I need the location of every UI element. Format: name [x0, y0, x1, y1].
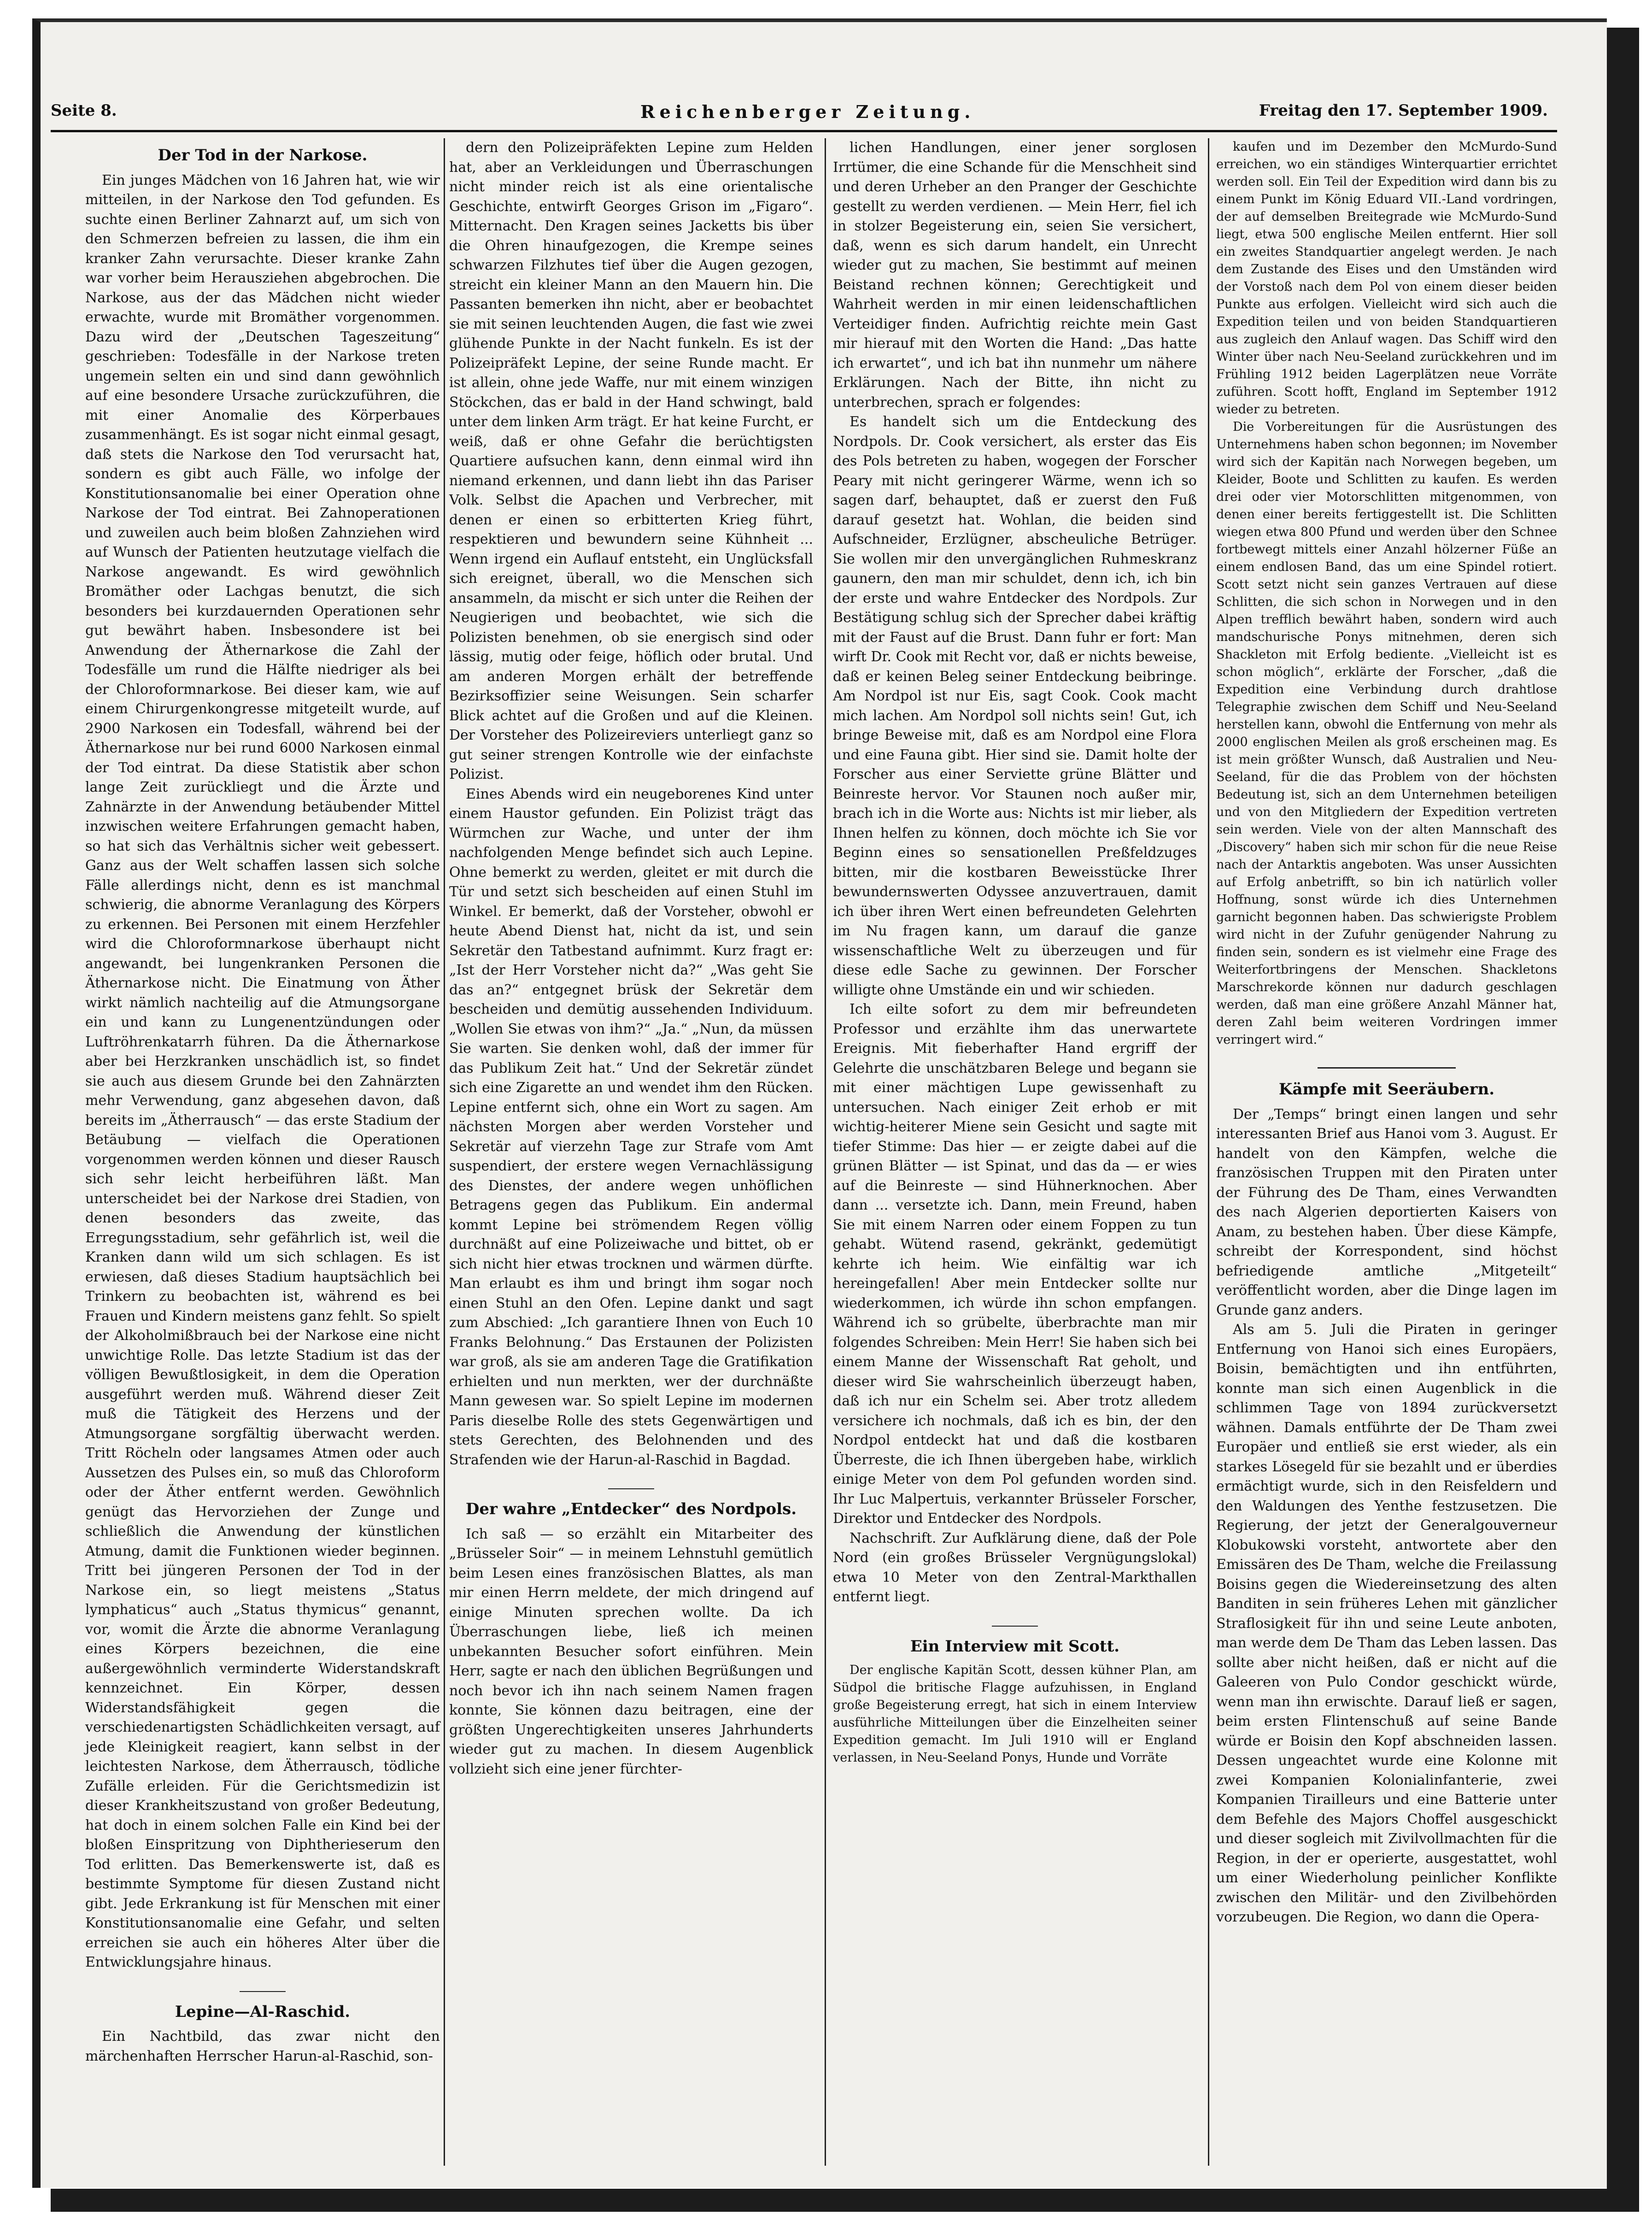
article-separator: [608, 1488, 654, 1489]
article-separator: [992, 1626, 1038, 1627]
article-paragraph: Nachschrift. Zur Aufklärung diene, daß der Pole Nord (ein großes Brüsseler Vergnügungslokal) etwa 10 Meter von den Zentral-Markthallen entfernt liegt.: [833, 1530, 1197, 1605]
scan-shadow-bottom: [51, 2189, 1639, 2212]
article-paragraph: Ich saß — so erzählt ein Mitarbeiter des „Brüsseler Soir“ — in meinem Lehnstuhl gemütlich beim Lesen eines französischen Blattes, als man mir einen Herrn meldete, der mich dringend auf einige Minuten sprechen wollte. Da ich Überraschungen liebe, ließ ich meinen unbekannten Besucher sofort einführen. Mein Herr, sagte er nach den üblichen Begrüßungen und noch bevor ich ihn nach seinem Namen fragen konnte, Sie können dazu beitragen, eine der größten Ungerechtigkeiten unseres Jahrhunderts wieder gut zu machen. In diesem Augenblick vollzieht sich eine jener fürchter-: [449, 1526, 813, 1777]
column-1: [85, 138, 440, 2066]
header-rule: [51, 130, 1557, 132]
article-paragraph: Die Vorbereitungen für die Ausrüstungen des Unternehmens haben schon begonnen; im November wird sich der Kapitän nach Norwegen begeben, um Kleider, Boote und Schlitten zu kaufen. Es werden drei oder vier Motorschlitten mitgenommen, von denen einer bereits fertiggestellt ist. Die Schlitten wiegen etwa 800 Pfund und werden über den Schnee fortbewegt mittels einer Anzahl hölzerner Füße an einem endlosen Band, das um eine Spindel rotiert. Scott setzt nicht sein ganzes Vertrauen auf diese Schlitten, die sich schon in Norwegen und in den Alpen trefflich bewährt haben, sondern wird auch mandschurische Ponys mitnehmen, deren sich Shackleton mit Erfolg bediente. „Vielleicht ist es schon möglich“, erklärte der Forscher, „daß die Expedition eine Verbindung durch drahtlose Telegraphie zwischen dem Schiff und Neu-Seeland herstellen kann, obwohl die Entfernung von mehr als 2000 englischen Meilen als groß erscheinen mag. Es ist mein größter Wunsch, daß Australien und Neu-Seeland, für die das Problem von der höchsten Bedeutung ist, sich an dem Unternehmen beteiligen und von den Mitgliedern der Expedition vertreten sein werden. Viele von der alten Mannschaft des „Discovery“ haben sich mir schon für die neue Reise nach der Antarktis angeboten. Was unser Aussichten auf Erfolg anbetrifft, so bin ich natürlich voller Hoffnung, sonst würde ich dies Unternehmen garnicht begonnen haben. Das schwierigste Problem wird nicht in der Zufuhr genügender Nahrung zu finden sein, sondern es ist vielmehr eine Frage des Weiterfortbringens der Menschen. Shackletons Marschrekorde können nur dadurch geschlagen werden, daß man eine größere Anzahl Männer hat, deren Zahl beim weiteren Vordringen immer verringert wird.“: [1216, 420, 1557, 1047]
article-title: Ein Interview mit Scott.: [910, 1637, 1120, 1656]
page-number: Seite 8.: [51, 101, 117, 120]
article-paragraph: Als am 5. Juli die Piraten in geringer Entfernung von Hanoi sich eines Europäers, Boisin, bemächtigten und ihn entführten, konnte man sich einen Augenblick in die schlimmen Tage von 1894 zurückversetzt wähnen. Damals entführte der De Tham zwei Europäer und entließ sie erst wieder, als ein starkes Lösegeld für sie bezahlt und er überdies ermächtigt wurde, sich in den Reisfeldern und den Waldungen des Yenthe festzusetzen. Die Regierung, der jetzt der Generalgouverneur Klobukowski vorsteht, antwortete aber den Emissären des De Tham, welche die Freilassung Boisins gegen die Wiedereinsetzung des alten Banditen in sein früheres Lehen mit gänzlicher Straflosigkeit für ihn und seine Leute anboten, man werde dem De Tham das Leben lassen. Das sollte aber nicht heißen, daß er nicht auf die Galeeren von Pulo Condor geschickt würde, wenn man ihn erwischte. Darauf ließ er sagen, beim ersten Flintenschuß auf seine Bande würde er Boisin den Kopf abschneiden lassen. Dessen ungeachtet wurde eine Kolonne mit zwei Kompanien Kolonialinfanterie, zwei Kompanien Tirailleurs und eine Batterie unter dem Befehle des Majors Choffel ausgeschickt und dieser sogleich mit Zivilvollmachten für die Region, in der er operierte, ausgestattet, wohl um einer Wiederholung peinlicher Konflikte zwischen den Militär- und den Zivilbehörden vorzubeugen. Die Region, wo dann die Opera-: [1216, 1322, 1557, 1925]
masthead: Reichenberger Zeitung.: [640, 101, 975, 122]
scan-shadow-right: [1607, 28, 1639, 2203]
article-paragraph: Ein Nachtbild, das zwar nicht den märchenhaften Herrscher Harun-al-Raschid, son-: [85, 2028, 440, 2064]
article-paragraph: Der englische Kapitän Scott, dessen kühner Plan, am Südpol die britische Flagge aufzuhissen, in England große Begeisterung erregt, hat sich in einem Interview ausführliche Mitteilungen über die Einzelheiten seiner Expedition gemacht. Im Juli 1910 will er England verlassen, in Neu-Seeland Ponys, Hunde und Vorräte: [833, 1663, 1197, 1765]
article-title: Kämpfe mit Seeräubern.: [1278, 1080, 1495, 1099]
column-3: [833, 138, 1197, 1767]
issue-date: Freitag den 17. September 1909.: [1259, 101, 1548, 120]
article-title: Der Tod in der Narkose.: [158, 146, 368, 165]
article-separator: [240, 1991, 286, 1992]
article-lead: [833, 1662, 1197, 1767]
article-paragraph: Ein junges Mädchen von 16 Jahren hat, wie wir mitteilen, in der Narkose den Tod gefunden. Es suchte einen Berliner Zahnarzt auf, um sich von den Schmerzen befreien zu lassen, die ihm ein kranker Zahn verursachte. Dieser kranke Zahn war vorher beim Herausziehen abgebrochen. Die Narkose, aus der das Mädchen nicht wieder erwachte, wurde mit Bromäther vorgenommen. Dazu wird der „Deutschen Tageszeitung“ geschrieben: Todesfälle in der Narkose treten ungemein selten ein und sind dann gewöhnlich auf eine besondere Ursache zurückzuführen, die mit einer Anomalie des Körperbaues zusammenhängt. Es ist sogar nicht einmal gesagt, daß stets die Narkose den Tod verursacht hat, sondern es gibt auch Fälle, wo infolge der Konstitutionsanomalie bei einer Operation ohne Narkose der Tod eintrat. Bei Zahnoperationen und zuweilen auch beim bloßen Zahnziehen wird auf Wunsch der Patienten heutzutage vielfach die Narkose angewandt. Es wird gewöhnlich Bromäther oder Lachgas benutzt, die sich besonders bei kurzdauernden Operationen sehr gut bewährt haben. Insbesondere ist bei Anwendung der Äthernarkose die Zahl der Todesfälle um rund die Hälfte niedriger als bei der Chloroformnarkose. Bei dieser kam, wie auf einem Chirurgenkongresse mitgeteilt wurde, auf 2900 Narkosen ein Todesfall, während bei der Äthernarkose nur bei rund 6000 Narkosen einmal der Tod eintrat. Da diese Statistik aber schon lange Zeit zurückliegt und die Ärzte und Zahnärzte in der Anwendung betäubender Mittel inzwischen weitere Erfahrungen gemacht haben, so hat sich das Verhältnis sicher weit gebessert. Ganz aus der Welt schaffen lassen sich solche Fälle allerdings nicht, denn es ist manchmal schwierig, die abnorme Veranlagung des Körpers zu erkennen. Bei Personen mit einem Herzfehler wird die Chloroformnarkose überhaupt nicht angewandt, bei lungenkranken Personen die Äthernarkose nicht. Die Einatmung von Äther wirkt nämlich nachteilig auf die Atmungsorgane ein und kann zu Lungenentzündungen oder Luftröhrenkatarrh führen. Da die Äthernarkose aber bei Herzkranken unschädlich ist, so findet sie auch aus diesem Grunde bei den Zahnärzten mehr Verwendung, ganz abgesehen davon, daß bereits im „Ätherrausch“ — das erste Stadium der Betäubung — vielfach die Operationen vorgenommen werden können und dieser Rausch sich sehr leicht herbeiführen läßt. Man unterscheidet bei der Narkose drei Stadien, von denen besonders das zweite, das Erregungsstadium, sehr gefährlich ist, weil die Kranken dann wild um sich schlagen. Es ist erwiesen, daß dieses Stadium hauptsächlich bei Trinkern zu beobachten ist, während es bei Frauen und Kindern meistens ganz fehlt. So spielt der Alkoholmißbrauch bei der Narkose eine nicht unwichtige Rolle. Das letzte Stadium ist das der völligen Bewußtlosigkeit, in dem die Operation ausgeführt werden muß. Während dieser Zeit muß die Tätigkeit des Herzens und der Atmungsorgane sorgfältig überwacht werden. Tritt Röcheln oder langsames Atmen oder auch Aussetzen des Pulses ein, so muß das Chloroform oder der Äther entfernt werden. Gewöhnlich genügt das Hervorziehen der Zunge und schließlich die Anwendung der künstlichen Atmung, damit die Funktionen wieder beginnen. Tritt bei jüngeren Personen der Tod in der Narkose ein, so liegt meistens „Status lymphaticus“ auch „Status thymicus“ genannt, vor, womit die Ärzte die abnorme Veranlagung eines Körpers bezeichnen, die eine außergewöhnlich verminderte Widerstandskraft kennzeichnet. Ein Körper, dessen Widerstandsfähigkeit gegen die verschiedenartigsten Schädlichkeiten versagt, auf jede Kleinigkeit reagiert, kann selbst in der leichtesten Narkose, dem Ätherrausch, tödliche Zufälle erleiden. Für die Gerichtsmedizin ist dieser Krankheitszustand von großer Bedeutung, hat doch in einem solchen Falle ein Kind bei der bloßen Einspritzung von Diphtherieserum den Tod erlitten. Das Bemerkenswerte ist, daß es bestimmte Symptome für diesen Zustand nicht gibt. Jede Erkrankung ist für Menschen mit einer Konstitutionsanomalie eine Gefahr, und selten erreichen sie auch ein höheres Alter über die Entwicklungsjahre hinaus.: [85, 172, 440, 1970]
article-paragraph: dern den Polizeipräfekten Lepine zum Helden hat, aber an Verkleidungen und Überraschungen nicht minder reich ist als eine orientalische Geschichte, entwirft Georges Grison im „Figaro“. Mitternacht. Den Kragen seines Jacketts bis über die Ohren hinaufgezogen, die Krempe seines schwarzen Filzhutes tief über die Augen gezogen, streicht ein kleiner Mann an den Mauern hin. Die Passanten bemerken ihn nicht, aber er beobachtet sie mit seinen leuchtenden Augen, die fast wie zwei glühende Punkte in der Nacht funkeln. Es ist der Polizeipräfekt Lepine, der seine Runde macht. Er ist allein, ohne jede Waffe, nur mit einem winzigen Stöckchen, das er bald in der Hand schwingt, bald unter dem linken Arm trägt. Er hat keine Furcht, er weiß, daß er ohne Gefahr die berüchtigsten Quartiere aufsuchen kann, denn einmal wird ihn niemand erkennen, und dann liebt ihn das Pariser Volk. Selbst die Apachen und Verbrecher, mit denen er einen so erbitterten Krieg führt, respektieren und bewundern seine Kühnheit ... Wenn irgend ein Auflauf entsteht, ein Unglücksfall sich ereignet, überall, wo die Menschen sich ansammeln, da mischt er sich unter die Reihen der Neugierigen und beobachtet, wie sich die Polizisten benehmen, ob sie energisch sind oder lässig, mutig oder feige, höflich oder brutal. Und am anderen Morgen erhält der betreffende Bezirksoffizier seine Weisungen. Sein scharfer Blick achtet auf die Großen und auf die Kleinen. Der Vorsteher des Polizeireviers unterliegt ganz so gut seiner strengen Kontrolle wie der einfachste Polizist.: [449, 140, 813, 782]
article-paragraph: Der „Temps“ bringt einen langen und sehr interessanten Brief aus Hanoi vom 3. August. Er handelt von den Kämpfen, welche die französischen Truppen mit den Piraten unter der Führung des De Tham, eines Verwandten des nach Algerien deportierten Kaisers von Anam, zu bestehen haben. Über diese Kämpfe, schreibt der Korrespondent, sind höchst befriedigende amtliche „Mitgeteilt“ veröffentlicht worden, aber die Dinge lagen im Grunde ganz anders.: [1216, 1106, 1557, 1318]
article-paragraph: kaufen und im Dezember den McMurdo-Sund erreichen, wo ein ständiges Winterquartier errichtet werden soll. Ein Teil der Expedition wird dann bis zu einem Punkt im König Eduard VII.-Land vordringen, der auf demselben Breitegrade wie McMurdo-Sund liegt, etwa 500 englische Meilen entfernt. Hier soll ein zweites Standquartier angelegt werden. Je nach dem Zustande des Eises und den Umständen wird der Vorstoß nach dem Pol von einem dieser beiden Punkte aus erfolgen. Vielleicht wird sich auch die Expedition teilen und von beiden Standquartieren aus zugleich den Anlauf wagen. Das Schiff wird den Winter über nach Neu-Seeland zurückkehren und im Frühling 1912 beiden Lagerplätzen neue Vorräte zuführen. Scott hofft, England im September 1912 wieder zu betreten.: [1216, 140, 1557, 417]
article-paragraph: Es handelt sich um die Entdeckung des Nordpols. Dr. Cook versichert, als erster das Eis des Pols betreten zu haben, wogegen der Forscher Peary mit nicht geringerer Wärme, wenn ich so sagen darf, behauptet, daß er zuerst den Fuß darauf gesetzt hat. Wohlan, die beiden sind Aufschneider, Erzlügner, abscheuliche Betrüger. Sie wollen mir den unvergänglichen Ruhmeskranz gaunern, den man mir schuldet, denn ich, ich bin der erste und wahre Entdecker des Nordpols. Zur Bestätigung schlug sich der Sprecher dabei kräftig mit der Faust auf die Brust. Dann fuhr er fort: Man wirft Dr. Cook mit Recht vor, daß er nichts beweise, daß er keinen Beleg seiner Entdeckung beibringe. Am Nordpol ist nur Eis, sagt Cook. Cook macht mich lachen. Am Nordpol soll nichts sein! Gut, ich bringe Beweise mit, daß es am Nordpol eine Flora und eine Fauna gibt. Hier sind sie. Damit holte der Forscher aus einer Serviette grüne Blätter und Beinreste hervor. Vor Staunen noch außer mir, brach ich in die Worte aus: Nichts ist mir lieber, als Ihnen helfen zu können, doch möchte ich Sie vor Beginn eines so sensationellen Preßfeldzuges bitten, mir die kostbaren Beweisstücke Ihrer bewundernswerten Odyssee anzuvertrauen, damit ich über ihren Wert einen befreundeten Gelehrten im Nu fragen kann, um darauf die ganze wissenschaftliche Welt zu überzeugen und für diese edle Sache zu gewinnen. Der Forscher willigte ohne Umstände ein und wir schieden.: [833, 414, 1197, 998]
column-divider: [444, 138, 445, 2166]
column-divider: [825, 138, 826, 2166]
page-header: [51, 101, 1548, 129]
article-paragraph: Ich eilte sofort zu dem mir befreundeten Professor und erzählte ihm das unerwartete Ereignis. Mit fieberhafter Hand ergriff der Gelehrte die unschätzbaren Belege und begann sie mit einer mächtigen Lupe gewissenhaft zu untersuchen. Nach einiger Zeit erhob er mit wichtig-heiterer Miene sein Gesicht und sagte mit tiefer Stimme: Das hier — er zeigte dabei auf die grünen Blätter — ist Spinat, und das da — er wies auf die Beinreste — sind Hühnerknochen. Aber dann ... versetzte ich. Dann, mein Freund, haben Sie mit einem Narren oder einem Foppen zu tun gehabt. Wütend rasend, gekränkt, gedemütigt kehrte ich heim. Wie einfältig war ich hereingefallen! Aber mein Entdecker sollte nur wiederkommen, ich würde ihn schon empfangen. Während ich so grübelte, überbrachte man mir folgendes Schreiben: Mein Herr! Sie haben sich bei einem Manne der Wissenschaft Rat geholt, und dieser wird Sie wahrscheinlich überzeugt haben, daß ich nur ein Schelm sei. Aber trotz alledem versichere ich nochmals, daß ich es bin, der den Nordpol entdeckt hat und daß die kostbaren Überreste, die ich Ihnen übergeben habe, wirklich einige Meter von dem Pol gefunden worden sind. Ihr Luc Malpertuis, verkannter Brüsseler Forscher, Direktor und Entdecker des Nordpols.: [833, 1001, 1197, 1527]
column-4: [1216, 138, 1557, 1927]
article-continuation: [1216, 138, 1557, 1049]
article-paragraph: lichen Handlungen, einer jener sorglosen Irrtümer, die eine Schande für die Menschheit sind und deren Urheber an den Pranger der Geschichte gestellt zu werden verdienen. — Mein Herr, fiel ich in stolzer Begeisterung ein, seien Sie versichert, daß, wenn es sich darum handelt, ein Unrecht wieder gut zu machen, Sie bestimmt auf meinen Beistand rechnen können; Gerechtigkeit und Wahrheit werden in mir einen leidenschaftlichen Verteidiger finden. Aufrichtig reichte mein Gast mir hierauf mit den Worten die Hand: „Das hatte ich erwartet“, und ich bat ihn nunmehr um nähere Erklärungen. Nach der Bitte, ihn nicht zu unterbrechen, sprach er folgendes:: [833, 140, 1197, 411]
article-title: Lepine—Al-Raschid.: [175, 2002, 351, 2021]
article-separator: [1318, 1067, 1456, 1069]
article-paragraph: Eines Abends wird ein neugeborenes Kind unter einem Haustor gefunden. Ein Polizist trägt das Würmchen zur Wache, und unter der ihm nachfolgenden Menge befindet sich auch Lepine. Ohne bemerkt zu werden, gleitet er mit durch die Tür und setzt sich bescheiden auf einen Stuhl im Winkel. Er bemerkt, daß der Vorsteher, obwohl er heute Abend Dienst hat, nicht da ist, und sein Sekretär den Tatbestand aufnimmt. Kurz fragt er: „Ist der Herr Vorsteher nicht da?“ „Was geht Sie das an?“ entgegnet brüsk der Sekretär dem bescheiden und demütig aussehenden Individuum. „Wollen Sie etwas von ihm?“ „Ja.“ „Nun, da müssen Sie warten. Sie denken wohl, daß der immer für das Publikum Zeit hat.“ Und der Sekretär zündet sich eine Zigarette an und wendet ihm den Rücken. Lepine entfernt sich, ohne ein Wort zu sagen. Am nächsten Morgen aber werden Vorsteher und Sekretär auf vierzehn Tage zur Strafe vom Amt suspendiert, der erstere wegen Vernachlässigung des Dienstes, der andere wegen unhöflichen Betragens gegen das Publikum. Ein andermal kommt Lepine bei strömendem Regen völlig durchnäßt auf eine Polizeiwache und bittet, ob er sich nicht hier etwas trocknen und wärmen dürfte. Man erlaubt es ihm und bringt ihm sogar noch einen Stuhl an den Ofen. Lepine dankt und sagt zum Abschied: „Ich garantiere Ihnen von Euch 10 Franks Belohnung.“ Das Erstaunen der Polizisten war groß, als sie am anderen Tage die Gratifikation erhielten und nun merkten, wer der durchnäßte Mann gewesen war. So spielt Lepine im modernen Paris dieselbe Rolle des stets Gegenwärtigen und stets Gerechten, des Belohnenden und des Strafenden wie der Harun-al-Raschid in Bagdad.: [449, 786, 813, 1468]
column-divider: [1208, 138, 1209, 2166]
column-2: [449, 138, 813, 1779]
article-title: Der wahre „Entdecker“ des Nordpols.: [465, 1500, 797, 1518]
